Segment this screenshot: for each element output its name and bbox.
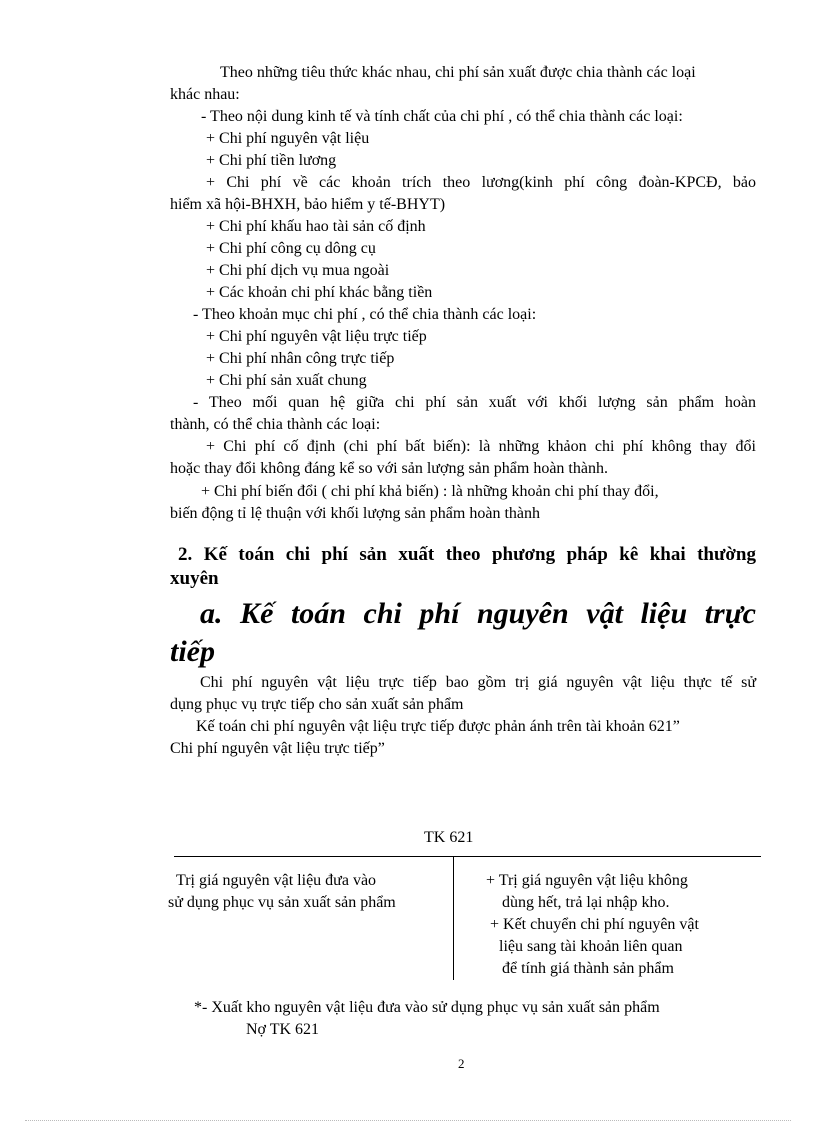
- intro-line-2: khác nhau:: [170, 86, 240, 103]
- group3-line-2: thành, có thể chia thành các loại:: [170, 416, 381, 433]
- t-account-title: TK 621: [424, 829, 474, 846]
- body-a-line-2: dụng phục vụ trực tiếp cho sản xuất sản phẩm: [170, 696, 464, 713]
- group1-item-2: + Chi phí tiền lương: [206, 152, 337, 169]
- group1-item-3-cont: hiểm xã hội-BHXH, bảo hiểm y tế-BHYT): [170, 196, 446, 213]
- group1-item-1: + Chi phí nguyên vật liệu: [206, 130, 370, 147]
- body-a-line-3: Kế toán chi phí nguyên vật liệu trực tiếp được phản ánh trên tài khoản 621”: [196, 718, 680, 735]
- group3-line-5: + Chi phí biến đổi ( chi phí khả biến) : là những khoản chi phí thay đổi,: [201, 483, 659, 500]
- t-account-credit-line-1: + Trị giá nguyên vật liệu không: [486, 872, 688, 889]
- group1-item-4: + Chi phí khấu hao tài sản cố định: [206, 218, 426, 235]
- group3-line-1: - Theo mối quan hệ giữa chi phí sản xuất với khối lượng sản phẩm hoàn: [193, 394, 756, 411]
- group1-item-3: + Chi phí về các khoản trích theo lương(kinh phí công đoàn-KPCĐ, bảo: [206, 174, 756, 191]
- t-account-vertical-rule: [453, 857, 454, 980]
- t-account-credit-line-4: liệu sang tài khoản liên quan: [499, 938, 683, 955]
- group3-line-3: + Chi phí cố định (chi phí bất biến): là những khảon chi phí không thay đổi: [206, 438, 756, 455]
- t-account-horizontal-rule: [174, 856, 761, 857]
- entry-line-2: Nợ TK 621: [246, 1021, 320, 1038]
- section-2-heading-cont: xuyên: [170, 568, 219, 589]
- group2-title: - Theo khoản mục chi phí , có thể chia thành các loại:: [193, 306, 537, 323]
- group1-title: - Theo nội dung kinh tế và tính chất của chi phí , có thể chia thành các loại:: [201, 108, 683, 125]
- page-number: 2: [458, 1056, 465, 1071]
- group2-item-2: + Chi phí nhân công trực tiếp: [206, 350, 395, 367]
- entry-line-1: *- Xuất kho nguyên vật liệu đưa vào sử dụng phục vụ sản xuất sản phẩm: [194, 999, 660, 1016]
- intro-line-1: Theo những tiêu thức khác nhau, chi phí sản xuất được chia thành các loại: [220, 64, 696, 81]
- t-account-debit-line-2: sử dụng phục vụ sản xuất sản phẩm: [168, 894, 396, 911]
- t-account-credit-line-3: + Kết chuyển chi phí nguyên vật: [490, 916, 699, 933]
- subsection-a-heading-cont: tiếp: [170, 635, 215, 668]
- group3-line-4: hoặc thay đổi không đáng kể so với sản lượng sản phẩm hoàn thành.: [170, 460, 608, 477]
- group1-item-6: + Chi phí dịch vụ mua ngoài: [206, 262, 390, 279]
- t-account-credit-line-2: dùng hết, trả lại nhập kho.: [502, 894, 670, 911]
- body-a-line-1: Chi phí nguyên vật liệu trực tiếp bao gồm trị giá nguyên vật liệu thực tế sử: [200, 674, 756, 691]
- body-a-line-4: Chi phí nguyên vật liệu trực tiếp”: [170, 740, 385, 757]
- subsection-a-heading: a. Kế toán chi phí nguyên vật liệu trực: [200, 597, 756, 630]
- group2-item-1: + Chi phí nguyên vật liệu trực tiếp: [206, 328, 427, 345]
- section-2-heading: 2. Kế toán chi phí sản xuất theo phương pháp kê khai thường: [178, 544, 756, 565]
- group1-item-5: + Chi phí công cụ dông cụ: [206, 240, 376, 257]
- group1-item-7: + Các khoản chi phí khác bằng tiền: [206, 284, 433, 301]
- t-account-debit-line-1: Trị giá nguyên vật liệu đưa vào: [176, 872, 377, 889]
- group2-item-3: + Chi phí sản xuất chung: [206, 372, 367, 389]
- group3-line-6: biến động tỉ lệ thuận với khối lượng sản phẩm hoàn thành: [170, 505, 540, 522]
- page-bottom-divider: [25, 1120, 791, 1121]
- t-account-credit-line-5: để tính giá thành sản phẩm: [502, 960, 674, 977]
